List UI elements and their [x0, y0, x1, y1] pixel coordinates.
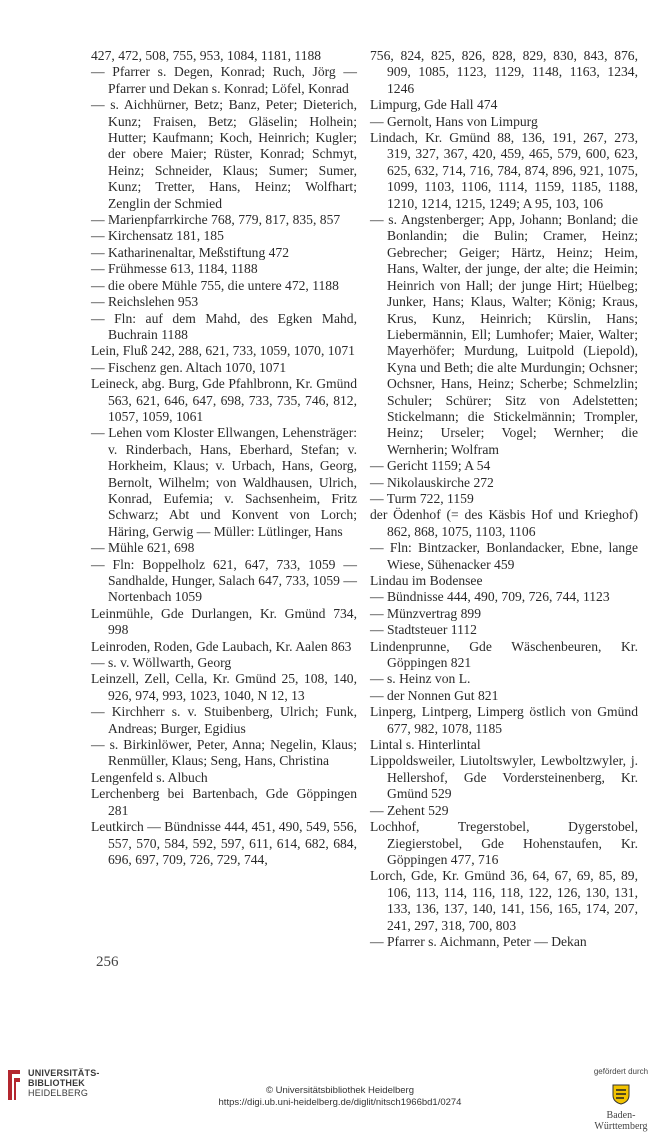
- left-index-entry: Lerchenberg bei Bartenbach, Gde Göppingen 281: [91, 786, 357, 818]
- footer-citation: [150, 1085, 530, 1109]
- right-index-entry: — Turm 722, 1159: [370, 490, 474, 506]
- sponsor-name: Baden-Württemberg: [594, 1110, 648, 1132]
- right-index-entry: Lippoldsweiler, Liutoltswyler, Lewboltzwyler, j. Hellershof, Gde Vordersteinenberg, Kr. Gmünd 529: [370, 753, 638, 802]
- page-number: 256: [96, 954, 119, 970]
- left-index-entry: Lein, Fluß 242, 288, 621, 733, 1059, 1070, 1071: [91, 343, 355, 359]
- right-index-entry: — Gernolt, Hans von Limpurg: [370, 113, 538, 129]
- index-column-left: [91, 48, 357, 868]
- left-index-entry: — Lehen vom Kloster Ellwangen, Lehensträger: v. Rinderbach, Hans, Eberhard, Stefan; v. Horkheim, Klaus; v. Urbach, Hans, Georg, Bernolt, Wilhelm; von Waldhausen, Ulrich, Konrad, Eufemia; v. Sachsenheim, Fritz Schwarz; Abt und Konvent von Lorch; Häring, Gerwig — Müller: Lütlinger, Hans: [91, 425, 357, 539]
- left-index-entry: — Marienpfarrkirche 768, 779, 817, 835, 857: [91, 212, 341, 228]
- right-index-entry: Lorch, Gde, Kr. Gmünd 36, 64, 67, 69, 85, 89, 106, 113, 114, 116, 118, 122, 126, 130, 131, 133, 136, 137, 140, 141, 156, 165, 174, 207, 241, 297, 318, 700, 803: [370, 868, 638, 933]
- left-index-entry: Leinmühle, Gde Durlangen, Kr. Gmünd 734, 998: [91, 605, 357, 638]
- right-index-entry: — der Nonnen Gut 821: [370, 687, 499, 703]
- right-index-entry: Lindau im Bodensee: [370, 573, 483, 588]
- left-index-entry: Leineck, abg. Burg, Gde Pfahlbronn, Kr. Gmünd 563, 621, 646, 647, 698, 733, 735, 746, 812, 1057, 1059, 1061: [91, 376, 357, 424]
- coat-of-arms-icon: [609, 1082, 633, 1106]
- right-index-entry: Lochhof, Tregerstobel, Dygerstobel, Ziegierstobel, Gde Hohenstaufen, Kr. Göppingen 477, 716: [370, 819, 638, 867]
- sponsor-label: gefördert durch: [593, 1067, 649, 1076]
- left-index-entry: — die obere Mühle 755, die untere 472, 1188: [91, 277, 339, 293]
- library-name-line2: BIBLIOTHEK: [28, 1078, 85, 1088]
- left-index-entry: Lengenfeld s. Albuch: [91, 769, 208, 785]
- right-index-entry: Limpurg, Gde Hall 474: [370, 97, 498, 113]
- left-index-entry: — s. v. Wöllwarth, Georg: [91, 655, 232, 671]
- left-index-entry: — Mühle 621, 698: [91, 540, 195, 556]
- right-index-entry: — Bündnisse 444, 490, 709, 726, 744, 1123: [370, 589, 610, 605]
- right-index-entry: — Gericht 1159; A 54: [370, 458, 491, 474]
- permalink[interactable]: https://digi.ub.uni-heidelberg.de/diglit/nitsch1966bd1/0274: [218, 1097, 462, 1108]
- right-index-entry: — Nikolauskirche 272: [370, 474, 494, 490]
- copyright-notice: © Universitätsbibliothek Heidelberg: [266, 1085, 414, 1096]
- right-index-entry: Linperg, Lintperg, Limperg östlich von Gmünd 677, 982, 1078, 1185: [370, 704, 638, 736]
- library-name: [28, 1068, 100, 1098]
- left-index-entry: — Pfarrer s. Degen, Konrad; Ruch, Jörg — Pfarrer und Dekan s. Konrad; Löfel, Konrad: [91, 64, 357, 96]
- index-column-right: [370, 48, 638, 950]
- right-index-entry: — s. Heinz von L.: [370, 671, 471, 687]
- library-logo[interactable]: [6, 1068, 100, 1102]
- left-index-entry: — Kirchensatz 181, 185: [91, 228, 224, 244]
- left-index-entry: — s. Birkinlöwer, Peter, Anna; Negelin, Klaus; Renmüller, Klaus; Seng, Hans, Christina: [91, 737, 357, 769]
- left-index-entry: — Frühmesse 613, 1184, 1188: [91, 261, 258, 277]
- right-index-entry: Lintal s. Hinterlintal: [370, 737, 481, 753]
- right-index-entry: — Münzvertrag 899: [370, 605, 481, 621]
- left-index-entry: Leinzell, Zell, Cella, Kr. Gmünd 25, 108, 140, 926, 974, 993, 1023, 1040, N 12, 13: [91, 671, 357, 703]
- right-index-entry: — s. Angstenberger; App, Johann; Bonland; die Bonlandin; die Bulin; Cramer, Heinz; Gebrecher; Geiger; Härtz, Heinz; Heim, Hans, Walter, der junge, der alte; die Heimin; Heinrich von Hall; der junge Hirt; Hüelbeg; Junker, Hans; Klaus, Walter; König; Kraus, Krus, Kunz, Heinrich; Kürslin, Hans; Liebermännin, Ell; Lumhofer; Maier, Walter; Mayerhöfer; Murdung, Luitpold (Liepold), Kyna und Beth; die alte Murdungin; Ochsner; Ochsner, Hans, Heinz; Scherbe; Schmelzlin; Schuler; Schürer; Sitz von Adelstetten; Stickelmann; die Stickelmännin; Trompler, Heinz; Urseler; Vogel; Wernher; die Wernherin; Wolfram: [370, 212, 638, 457]
- library-name-line1: UNIVERSITÄTS-: [28, 1068, 100, 1078]
- right-index-entry: Lindach, Kr. Gmünd 88, 136, 191, 267, 273, 319, 327, 367, 420, 459, 465, 579, 600, 623, 625, 632, 714, 716, 784, 874, 896, 921, 1075, 1099, 1103, 1106, 1114, 1159, 1185, 1188, 1210, 1214, 1215, 1249; A 95, 103, 106: [370, 130, 638, 211]
- right-index-entry: — Stadtsteuer 1112: [370, 622, 477, 638]
- sponsor-logo: [584, 1067, 658, 1132]
- left-index-entry: — s. Aichhürner, Betz; Banz, Peter; Dieterich, Kunz; Fraisen, Betz; Gläselin; Holhein; Hutter; Kaufmann; Koch, Heinrich; Kugler; der obere Maier; Rüster, Konrad; Schmyt, Heinz; Schneider, Klaus; Sumer; Sumer, Kunz; Tretter, Hans, Heinz; Wolfhart; Zenglin der Schmied: [91, 97, 357, 211]
- left-index-entry: — Reichslehen 953: [91, 294, 199, 310]
- right-index-entry: 756, 824, 825, 826, 828, 829, 830, 843, 876, 909, 1085, 1123, 1129, 1148, 1163, 1234, 1246: [370, 48, 638, 96]
- right-index-entry: — Fln: Bintzacker, Bonlandacker, Ebne, lange Wiese, Sühenacker 459: [370, 540, 638, 572]
- left-index-entry: — Fischenz gen. Altach 1070, 1071: [91, 359, 287, 375]
- library-logo-icon: [6, 1068, 22, 1102]
- left-index-entry: 427, 472, 508, 755, 953, 1084, 1181, 1188: [91, 48, 322, 63]
- left-index-entry: — Kirchherr s. v. Stuibenberg, Ulrich; Funk, Andreas; Burger, Egidius: [91, 704, 357, 736]
- left-index-entry: — Katharinenaltar, Meßstiftung 472: [91, 244, 290, 260]
- right-index-entry: der Ödenhof (= des Käsbis Hof und Krieghof) 862, 868, 1075, 1103, 1106: [370, 507, 638, 539]
- right-index-entry: — Zehent 529: [370, 802, 449, 818]
- left-index-entry: — Fln: auf dem Mahd, des Egken Mahd, Buchrain 1188: [91, 310, 357, 342]
- left-index-entry: — Fln: Boppelholz 621, 647, 733, 1059 — Sandhalde, Hunger, Salach 647, 733, 1059 — Nortenbach 1059: [91, 556, 357, 605]
- left-index-entry: Leinroden, Roden, Gde Laubach, Kr. Aalen 863: [91, 638, 352, 654]
- library-name-line3: HEIDELBERG: [28, 1088, 89, 1098]
- right-index-entry: — Pfarrer s. Aichmann, Peter — Dekan: [370, 933, 587, 949]
- right-index-entry: Lindenprunne, Gde Wäschenbeuren, Kr. Göppingen 821: [370, 638, 638, 671]
- left-index-entry: Leutkirch — Bündnisse 444, 451, 490, 549, 556, 557, 570, 584, 592, 597, 611, 614, 682, 684, 696, 697, 709, 726, 729, 744,: [91, 819, 357, 867]
